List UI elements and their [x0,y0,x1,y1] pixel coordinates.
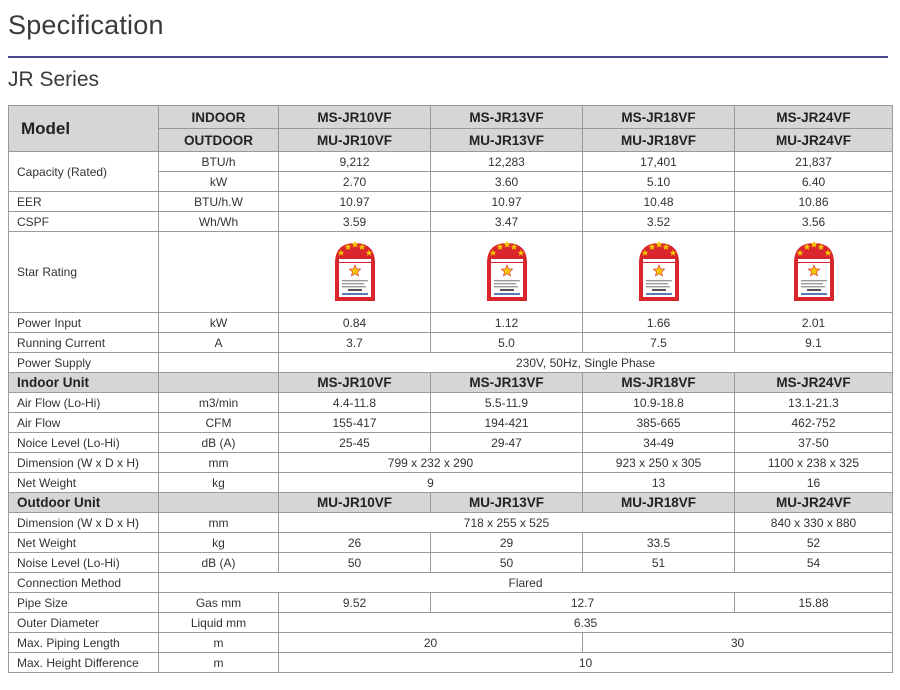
row-label: Noice Level (Lo-Hi) [9,433,159,453]
table-row [9,192,893,212]
outdoor-model: MU-JR10VF [279,493,431,513]
title-divider [8,56,888,58]
value-cell: 13.1-21.3 [735,393,893,413]
value-cell: 50 [431,553,583,573]
page-title: Specification [8,10,164,40]
row-label: Power Supply [9,353,159,373]
table-row [9,633,893,653]
energy-star-label-icon [636,241,682,303]
table-row [9,533,893,553]
value-cell: 33.5 [583,533,735,553]
value-cell: 10 [279,653,893,673]
unit-cell: BTU/h [159,152,279,172]
unit-cell: Wh/Wh [159,212,279,232]
value-cell: 0.84 [279,313,431,333]
value-cell: 1.66 [583,313,735,333]
indoor-model-row [9,106,893,129]
row-label: Outer Diameter [9,613,159,633]
value-cell: 15.88 [735,593,893,613]
value-cell: 10.9-18.8 [583,393,735,413]
energy-star-label-icon [484,241,530,303]
spec-table [8,105,893,673]
row-label: Capacity (Rated) [9,152,159,192]
value-cell: 230V, 50Hz, Single Phase [279,353,893,373]
value-cell: 9.1 [735,333,893,353]
row-label: Dimension (W x D x H) [9,453,159,473]
value-cell: 10.97 [279,192,431,212]
value-cell: 718 x 255 x 525 [279,513,735,533]
indoor-model: MS-JR13VF [431,373,583,393]
value-cell: 12,283 [431,152,583,172]
row-label: Noise Level (Lo-Hi) [9,553,159,573]
table-row [9,613,893,633]
row-label: Running Current [9,333,159,353]
value-cell: 3.59 [279,212,431,232]
table-row [9,553,893,573]
value-cell: 2.70 [279,172,431,192]
star-label-cell [279,232,431,313]
outdoor-model: MU-JR10VF [279,129,431,152]
value-cell: 4.4-11.8 [279,393,431,413]
model-header: Model [9,106,159,152]
table-row [9,653,893,673]
table-row [9,453,893,473]
row-label: CSPF [9,212,159,232]
table-row [9,353,893,373]
outdoor-model: MU-JR13VF [431,129,583,152]
value-cell: 155-417 [279,413,431,433]
outdoor-unit-section-row [9,493,893,513]
table-row [9,593,893,613]
table-row [9,433,893,453]
value-cell: 37-50 [735,433,893,453]
row-label: Power Input [9,313,159,333]
table-row [9,212,893,232]
value-cell: 5.0 [431,333,583,353]
value-cell: 3.60 [431,172,583,192]
unit-cell: dB (A) [159,553,279,573]
value-cell: 5.10 [583,172,735,192]
star-label-cell [583,232,735,313]
value-cell: 194-421 [431,413,583,433]
value-cell: 3.52 [583,212,735,232]
value-cell: 10.48 [583,192,735,212]
row-label: Net Weight [9,533,159,553]
star-label-cell [735,232,893,313]
unit-cell: Gas mm [159,593,279,613]
value-cell: 25-45 [279,433,431,453]
indoor-unit-section-row [9,373,893,393]
unit-cell: kg [159,473,279,493]
value-cell: 5.5-11.9 [431,393,583,413]
value-cell: 54 [735,553,893,573]
value-cell: 462-752 [735,413,893,433]
value-cell: 3.56 [735,212,893,232]
indoor-model: MS-JR24VF [735,106,893,129]
indoor-model: MS-JR18VF [583,106,735,129]
unit-cell: dB (A) [159,433,279,453]
energy-star-label-icon [332,241,378,303]
energy-star-label-icon [791,241,837,303]
value-cell: 1.12 [431,313,583,333]
value-cell: 9,212 [279,152,431,172]
series-title: JR Series [8,68,100,91]
table-row [9,393,893,413]
unit-cell: mm [159,513,279,533]
unit-cell: mm [159,453,279,473]
value-cell: 13 [583,473,735,493]
value-cell: 34-49 [583,433,735,453]
value-cell: 20 [279,633,583,653]
row-label: Air Flow (Lo-Hi) [9,393,159,413]
value-cell: 50 [279,553,431,573]
value-cell: Flared [159,573,893,593]
unit-cell [159,232,279,313]
table-row [9,513,893,533]
unit-cell: m [159,653,279,673]
table-row [9,333,893,353]
indoor-model: MS-JR13VF [431,106,583,129]
value-cell: 1100 x 238 x 325 [735,453,893,473]
value-cell: 10.86 [735,192,893,212]
unit-cell: m [159,633,279,653]
outdoor-header: OUTDOOR [159,129,279,152]
unit-cell [159,353,279,373]
row-label: Max. Piping Length [9,633,159,653]
table-row [9,413,893,433]
indoor-model: MS-JR24VF [735,373,893,393]
unit-cell: kW [159,172,279,192]
value-cell: 2.01 [735,313,893,333]
value-cell: 6.35 [279,613,893,633]
row-label: EER [9,192,159,212]
unit-cell: BTU/h.W [159,192,279,212]
unit-cell: CFM [159,413,279,433]
value-cell: 29-47 [431,433,583,453]
outdoor-model: MU-JR24VF [735,129,893,152]
outdoor-model: MU-JR18VF [583,493,735,513]
value-cell: 6.40 [735,172,893,192]
value-cell: 16 [735,473,893,493]
row-label: Connection Method [9,573,159,593]
value-cell: 51 [583,553,735,573]
outdoor-model: MU-JR18VF [583,129,735,152]
unit-cell: m3/min [159,393,279,413]
outdoor-model: MU-JR24VF [735,493,893,513]
value-cell: 3.7 [279,333,431,353]
value-cell: 12.7 [431,593,735,613]
row-label: Star Rating [9,232,159,313]
table-row [9,313,893,333]
value-cell: 923 x 250 x 305 [583,453,735,473]
row-label: Max. Height Difference [9,653,159,673]
row-label: Pipe Size [9,593,159,613]
value-cell: 799 x 232 x 290 [279,453,583,473]
unit-cell: A [159,333,279,353]
section-label: Outdoor Unit [9,493,159,513]
value-cell: 9.52 [279,593,431,613]
value-cell: 10.97 [431,192,583,212]
value-cell: 52 [735,533,893,553]
star-rating-row [9,232,893,313]
indoor-model: MS-JR18VF [583,373,735,393]
value-cell: 21,837 [735,152,893,172]
indoor-header: INDOOR [159,106,279,129]
table-row [9,573,893,593]
row-label: Net Weight [9,473,159,493]
table-row [9,473,893,493]
unit-cell: kW [159,313,279,333]
value-cell: 840 x 330 x 880 [735,513,893,533]
value-cell: 7.5 [583,333,735,353]
value-cell: 30 [583,633,893,653]
value-cell: 3.47 [431,212,583,232]
section-label: Indoor Unit [9,373,159,393]
unit-cell: Liquid mm [159,613,279,633]
table-row [9,152,893,172]
outdoor-model: MU-JR13VF [431,493,583,513]
indoor-model: MS-JR10VF [279,106,431,129]
row-label: Dimension (W x D x H) [9,513,159,533]
value-cell: 26 [279,533,431,553]
value-cell: 29 [431,533,583,553]
value-cell: 17,401 [583,152,735,172]
row-label: Air Flow [9,413,159,433]
value-cell: 9 [279,473,583,493]
star-label-cell [431,232,583,313]
unit-cell: kg [159,533,279,553]
value-cell: 385-665 [583,413,735,433]
unit-cell [159,493,279,513]
indoor-model: MS-JR10VF [279,373,431,393]
unit-cell [159,373,279,393]
